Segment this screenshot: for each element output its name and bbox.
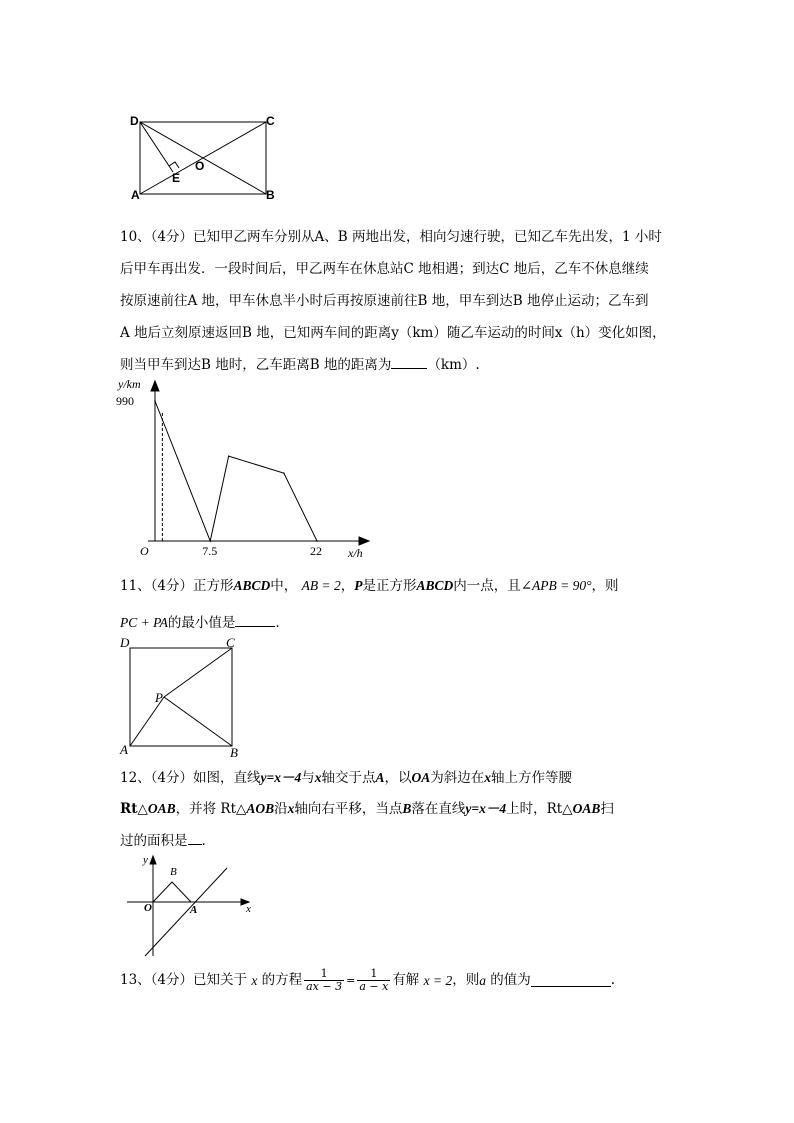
- label-a: A: [131, 188, 140, 202]
- x-tick-label: 7.5: [202, 544, 218, 558]
- y-axis-label: y/km: [118, 377, 141, 391]
- data-point: [209, 540, 211, 542]
- q10-line-5: 则当甲车到达B 地时，乙车距离B 地的距离为 （km）.: [120, 357, 480, 373]
- data-point: [316, 540, 318, 542]
- y-axis-arrow: [151, 381, 159, 391]
- perpendicular-de: [140, 122, 173, 172]
- label-d: D: [120, 635, 130, 650]
- q13-line-1: 13、（4分） 已知关于 x 的方程 $\frac{1}{ax - 3}$ = $\frac{1}{a - x}$ 有解 x = 2 ，则 a 的值为 .: [120, 966, 616, 993]
- line-y-eq-x-minus-4: [145, 868, 227, 956]
- q10-line-4: A 地后立刻原速返回B 地，已知两车间的距离y（km）随乙车运动的时间x（h）变化如图，: [120, 325, 666, 341]
- answer-blank[interactable]: [391, 356, 427, 369]
- triangle-oab: [153, 882, 191, 902]
- question-number: 12、（4分）: [120, 770, 194, 786]
- q11-line-2: PC + PA的最小值是 .: [120, 615, 280, 631]
- answer-blank[interactable]: [188, 832, 202, 845]
- y-tick-label: 990: [116, 394, 134, 408]
- label-o: O: [144, 902, 152, 914]
- label-b: B: [230, 745, 238, 760]
- data-point: [154, 400, 156, 402]
- x-tick-label: 22: [310, 544, 322, 558]
- data-point: [228, 455, 230, 457]
- label-y: y: [143, 854, 148, 866]
- fraction-2: $\frac{1}{a - x}$: [359, 966, 389, 993]
- answer-blank[interactable]: [531, 974, 611, 987]
- x-axis-label: x/h: [348, 546, 363, 560]
- segment-pb: [164, 697, 232, 746]
- label-b: B: [266, 188, 275, 202]
- label-b: B: [170, 866, 177, 878]
- q12-line-1: 12、（4分）如图，直线y=x－4与x轴交于点A，以OA为斜边在x轴上方作等腰: [120, 770, 572, 786]
- answer-blank[interactable]: [235, 614, 275, 627]
- q12-line-3: 过的面积是 .: [120, 833, 206, 849]
- square-abcd-figure: [118, 635, 248, 760]
- q10-line-1: 10、（4分）已知甲乙两车分别从A、B 两地出发，相向匀速行驶，已知乙车先出发，1 小时: [120, 229, 662, 245]
- square-outline: [130, 648, 232, 746]
- origin-label: O: [140, 544, 149, 558]
- label-e: E: [172, 171, 181, 185]
- q10-line-2: 后甲车再出发．一段时间后，甲乙两车在休息站C 地相遇；到达C 地后，乙车不休息继续: [120, 261, 649, 277]
- label-a: A: [120, 742, 128, 757]
- q11-line-1: 11、（4分）正方形ABCD中， AB = 2，P是正方形ABCD内一点，且∠APB = 90°，则: [120, 578, 619, 594]
- q12-line-2: Rt△OAB，并将 Rt△AOB沿x轴向右平移，当点B落在直线y=x－4上时，Rt△OAB扫: [120, 801, 614, 817]
- label-p: P: [155, 690, 163, 705]
- y-axis-arrow: [150, 856, 156, 864]
- data-point: [283, 472, 285, 474]
- distance-time-chart: [110, 375, 380, 560]
- label-o: O: [195, 159, 205, 173]
- segment-pc: [164, 648, 232, 697]
- label-c: C: [266, 114, 275, 128]
- distance-series-line: [155, 401, 317, 541]
- right-angle-mark: [169, 162, 179, 168]
- label-a: A: [190, 904, 198, 916]
- label-d: D: [130, 114, 139, 128]
- question-number: 10、（4分）: [120, 229, 194, 245]
- question-number: 11、（4分）: [120, 578, 194, 594]
- label-x: x: [246, 903, 251, 915]
- label-c: C: [226, 635, 235, 650]
- fraction-1: $\frac{1}{ax - 3}$: [306, 966, 343, 993]
- q10-line-3: 按原速前往A 地，甲车休息半小时后再按原速前往B 地，甲车到达B 地停止运动；乙车到: [120, 293, 649, 309]
- question-number: 13、（4分）: [120, 971, 194, 988]
- x-axis-arrow: [359, 537, 369, 545]
